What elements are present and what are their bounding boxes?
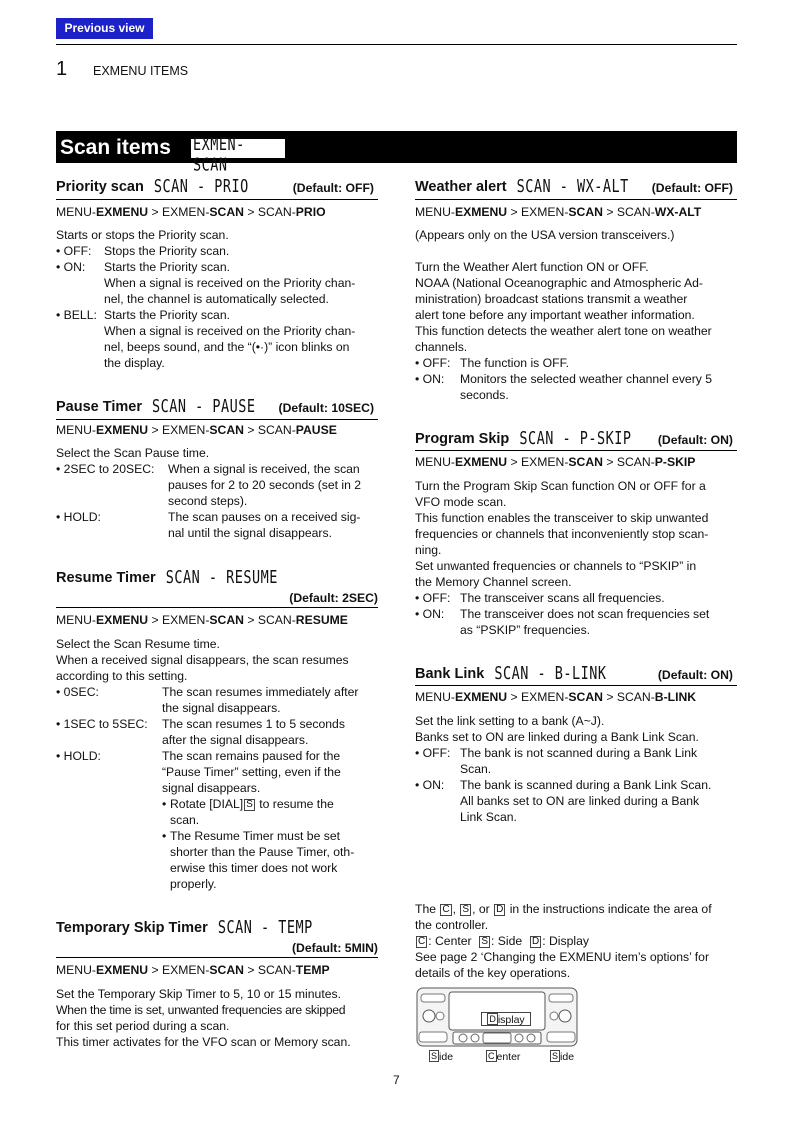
program-skip-body: Turn the Program Skip Scan function ON or OFF for a VFO mode scan. This function enables the transceiver to skip unwanted frequencies or channels that inconveniently stop scan- ning. Set unwanted frequencies or channels to “PSKIP” in the Memory Channel screen. • OFF: The transceiver scans all frequencies. • ON: The transceiver does not scan frequencies set as “PSKIP” frequencies. (415, 479, 710, 637)
controller-figure (415, 986, 580, 1066)
resume-timer-body: Select the Scan Resume time. When a received signal disappears, the scan resumes according to this setting. • 0SEC: The scan resumes immediately after the signal disappears. • 1SEC to 5SEC: The scan resumes 1 to 5 seconds after the signal disappears. • HOLD: The scan remains paused for the “Pause Timer” setting, even if the signal disappears. • Rotate [DIAL] S to resume the scan. • The Resume Timer must be set shorter than the Pause Timer, oth- erwise this timer does not work properly. (56, 637, 359, 891)
divider (56, 957, 378, 958)
key-note: The C , S , or D in the instructions indicate the area of the controller. C : Center S : Side D : Display See page 2 ‘Changing the EXMENU item’s options’ for details of the key operations. (415, 902, 712, 980)
side-key-icon: S (462, 904, 470, 915)
pause-timer-default: (Default: 10SEC) (278, 401, 374, 415)
bank-link-body: Set the link setting to a bank (A~J). Banks set to ON are linked during a Bank Link Scan. • OFF: The bank is not scanned during a Bank Link Scan. • ON: The bank is scanned during a Bank Link Scan. All banks set to ON are linked during a Bank Link Scan. (415, 714, 712, 824)
section-lcd-label: EXMEN- SCAN (190, 138, 286, 159)
program-skip-default: (Default: ON) (657, 433, 733, 447)
display-key-icon: D (496, 904, 504, 915)
top-rule (56, 44, 737, 45)
chapter-number: 1 (56, 58, 68, 80)
temp-skip-body: Set the Temporary Skip Timer to 5, 10 or 15 minutes. When the time is set, unwanted frequencies are skipped for this set period during a scan. This timer activates for the VFO scan or Memory scan. (56, 987, 351, 1049)
side-key-icon: S (481, 936, 489, 947)
center-key-icon: C (418, 936, 426, 947)
weather-alert-lcd: SCAN - WX-ALT (516, 176, 629, 198)
center-label: C enter (488, 1051, 521, 1063)
divider (415, 450, 737, 451)
weather-alert-menu-path: MENU-EXMENU > EXMEN-SCAN > SCAN-WX-ALT (415, 205, 702, 219)
bank-link-lcd: SCAN - B-LINK (494, 663, 607, 685)
priority-scan-heading: Priority scan SCAN - PRIO (Default: OFF) (56, 176, 374, 198)
previous-view-button[interactable]: Previous view (56, 18, 153, 39)
weather-alert-heading: Weather alert SCAN - WX-ALT (Default: OFF) (415, 176, 733, 198)
temp-skip-menu-path: MENU-EXMENU > EXMEN-SCAN > SCAN-TEMP (56, 963, 330, 977)
resume-timer-heading: Resume Timer SCAN - RESUME (56, 567, 278, 589)
bank-link-heading: Bank Link SCAN - B-LINK (Default: ON) (415, 663, 733, 685)
display-key-icon: D (531, 936, 540, 947)
page-number: 7 (393, 1073, 400, 1087)
pause-timer-heading: Pause Timer SCAN - PAUSE (Default: 10SEC) (56, 396, 374, 418)
program-skip-lcd: SCAN - P-SKIP (519, 428, 632, 450)
weather-alert-body: Turn the Weather Alert function ON or OFF. NOAA (National Oceanographic and Atmospheric Ad- ministration) broadcast stations transmit a weather alert tone before any important weather information. This function detects the weather alert tone on weather channels. • OFF: The function is OFF. • ON: Monitors the selected weather channel every 5 seconds. (415, 260, 713, 402)
bank-link-menu-path: MENU-EXMENU > EXMEN-SCAN > SCAN-B-LINK (415, 690, 697, 704)
bank-link-default: (Default: ON) (657, 668, 733, 682)
display-label: D isplay (481, 1012, 531, 1026)
priority-scan-lcd: SCAN - PRIO (153, 176, 249, 198)
side-key-icon: S (246, 799, 253, 810)
temp-skip-lcd: SCAN - TEMP (217, 917, 313, 939)
resume-timer-menu-path: MENU-EXMENU > EXMEN-SCAN > SCAN-RESUME (56, 613, 348, 627)
divider (56, 419, 378, 420)
weather-alert-default: (Default: OFF) (651, 181, 733, 195)
chapter-title: EXMENU ITEMS (93, 64, 189, 78)
resume-timer-lcd: SCAN - RESUME (165, 567, 278, 589)
divider (56, 607, 378, 608)
divider (415, 685, 737, 686)
weather-alert-note: (Appears only on the USA version transceivers.) (415, 228, 675, 242)
temp-skip-heading: Temporary Skip Timer SCAN - TEMP (56, 917, 313, 939)
priority-scan-body: Starts or stops the Priority scan. • OFF: Stops the Priority scan. • ON: Starts the Priority scan. When a signal is received on the Priority chan- nel, the channel is automatically selected. • BELL: Starts the Priority scan. When a signal is received on the Priority chan- nel, beeps sound, and the “(•·)” icon blinks on the display. (56, 228, 356, 370)
side-label-left: S ide (431, 1051, 454, 1063)
program-skip-menu-path: MENU-EXMENU > EXMEN-SCAN > SCAN-P-SKIP (415, 455, 696, 469)
center-key-icon: C (442, 904, 450, 915)
pause-timer-menu-path: MENU-EXMENU > EXMEN-SCAN > SCAN-PAUSE (56, 423, 337, 437)
divider (56, 199, 378, 200)
temp-skip-default: (Default: 5MIN) (292, 941, 378, 955)
pause-timer-lcd: SCAN - PAUSE (152, 396, 256, 418)
section-title: Scan items (60, 136, 171, 159)
program-skip-heading: Program Skip SCAN - P-SKIP (Default: ON) (415, 428, 733, 450)
resume-timer-default: (Default: 2SEC) (289, 591, 378, 605)
pause-timer-body: Select the Scan Pause time. • 2SEC to 20SEC: When a signal is received, the scan pauses for 2 to 20 seconds (set in 2 second steps). • HOLD: The scan pauses on a received sig- nal until the signal disappears. (56, 446, 362, 540)
side-label-right: S ide (552, 1051, 575, 1063)
priority-scan-default: (Default: OFF) (292, 181, 374, 195)
priority-scan-menu-path: MENU-EXMENU > EXMEN-SCAN > SCAN-PRIO (56, 205, 326, 219)
divider (415, 199, 737, 200)
